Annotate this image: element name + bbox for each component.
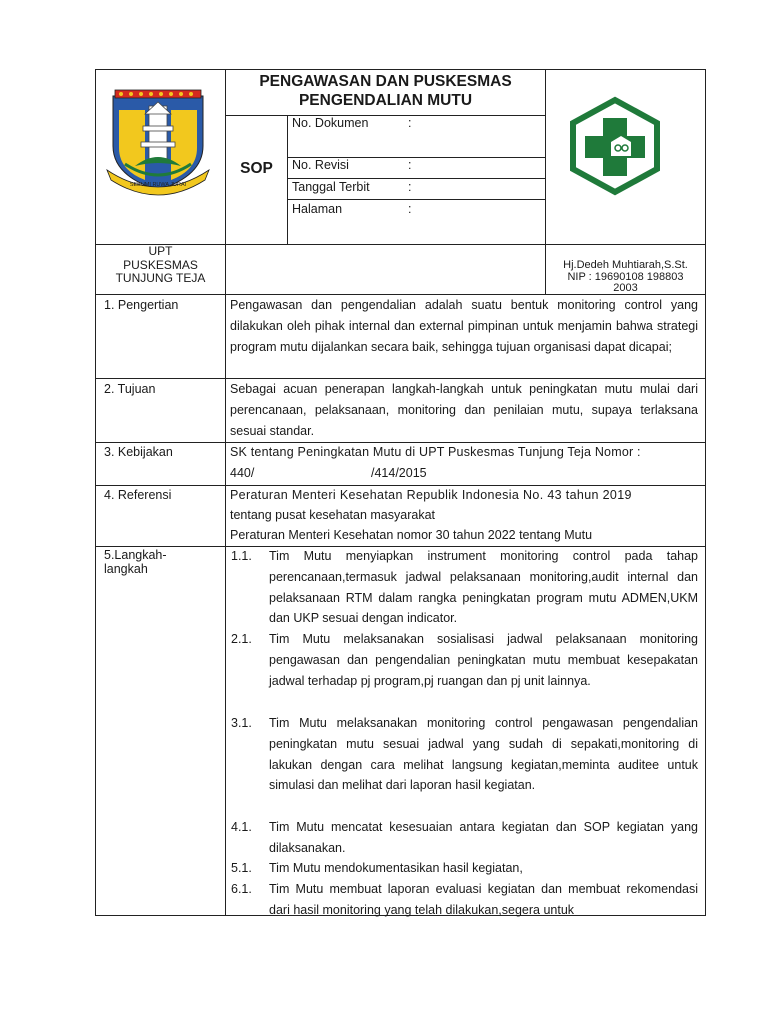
field-colon: : [408,158,412,172]
document-title [226,72,545,110]
list-item [231,817,698,859]
step-number: 3.1. [231,716,252,730]
table-border-top [95,69,706,70]
list-item [231,858,698,879]
unit-line-1: UPT [148,244,173,258]
logo-ribbon-text: SEBUMI RUWA JURAI [129,182,187,188]
column-divider [225,69,226,916]
step-text: Tim Mutu mencatat kesesuaian antara kegiatan dan SOP kegiatan yang dilaksanakan. [269,820,698,855]
head-signature-block [546,260,705,295]
field-colon: : [408,116,412,130]
table-border-left [95,69,96,916]
list-item [231,546,698,629]
section-text-tujuan: Sebagai acuan penerapan langkah-langkah untuk peningkatan mutu mulai dari perencanaan, pelaksanaan, monitoring dan penilaian mutu, supaya terlaksana sesuai standar. [230,382,698,438]
step-text: Tim Mutu melaksanakan sosialisasi jadwal pelaksanaan monitoring pengawasan dan pengendalian peningkatan mutu membuat kesepakatan jadwal terhadap pj program,pj ruangan dan pj unit lainnya. [269,632,698,688]
step-number: 5.1. [231,861,252,875]
field-label-tanggal-terbit: Tanggal Terbit [292,180,370,194]
field-label-no-dokumen: No. Dokumen [292,116,369,130]
step-text: Tim Mutu mendokumentasikan hasil kegiatan, [269,861,523,875]
step-number: 4.1. [231,820,252,834]
referensi-line-2: tentang pusat kesehatan masyarakat [230,508,435,522]
langkah-label-line-2: langkah [104,562,148,576]
referensi-line-1: Peraturan Menteri Kesehatan Republik Indonesia No. 43 tahun 2019 [230,488,632,502]
sop-label: SOP [240,160,273,177]
list-item [231,713,698,817]
field-colon: : [408,180,412,194]
head-name: Hj.Dedeh Muhtiarah,S.St. [563,259,688,271]
list-item [231,629,698,713]
head-nip-line-1: NIP : 19690108 198803 [567,270,684,283]
head-nip-line-2: 2003 [613,282,638,294]
puskesmas-logo [565,96,665,196]
field-colon: : [408,202,412,216]
title-divider [225,115,545,116]
kebijakan-number-part-b: /414/2015 [371,466,427,480]
step-text: Tim Mutu menyiapkan instrument monitoring control pada tahap perencanaan,termasuk jadwal pelaksanaan monitoring,audit internal dan pelaksanaan RTM dalam rangka peningkatan program mutu ADMEN,UKM dan UKP sesuai dengan indicator. [269,549,698,626]
step-number: 6.1. [231,882,252,896]
regency-logo [105,86,211,198]
field-label-halaman: Halaman [292,202,343,216]
step-text: Tim Mutu membuat laporan evaluasi kegiatan dan membuat rekomendasi dari hasil monitoring yang telah dilakukan,segera untuk [269,882,698,917]
section-label-pengertian: 1. Pengertian [104,298,179,312]
kebijakan-number-part-a: 440/ [230,466,255,480]
unit-name [96,245,225,286]
step-text: Tim Mutu melaksanakan monitoring control pengawasan pengendalian peningkatan mutu sesuai jadwal yang sudah di sepakati,monitoring di lakukan dengan cara melihat langsung kegiatan,meminta auditee untuk simulasi dan melihat dari laporan hasil kegiatan. [269,716,698,793]
unit-line-3: TUNJUNG TEJA [115,271,206,285]
section-label-kebijakan: 3. Kebijakan [104,445,173,459]
section-text-pengertian: Pengawasan dan pengendalian adalah suatu bentuk monitoring control yang dilakukan oleh pihak internal dan external pimpinan untuk menjamin bahwa strategi program mutu dijalankan secara baik, sehingga tujuan organisasi dapat dicapai; [230,298,698,354]
field-label-no-revisi: No. Revisi [292,158,349,172]
section-label-tujuan: 2. Tujuan [104,382,156,396]
section-label-referensi: 4. Referensi [104,488,172,502]
title-line-1: PENGAWASAN DAN PUSKESMAS [259,73,512,90]
list-item [231,879,698,915]
section-text-kebijakan: SK tentang Peningkatan Mutu di UPT Puskesmas Tunjung Teja Nomor : [230,445,641,459]
section-label-langkah [104,548,167,576]
sop-divider [287,115,288,245]
referensi-line-3: Peraturan Menteri Kesehatan nomor 30 tahun 2022 tentang Mutu [230,528,593,542]
langkah-label-line-1: 5.Langkah- [104,548,167,562]
title-line-2: PENGENDALIAN MUTU [298,92,473,109]
step-number: 2.1. [231,632,252,646]
step-number: 1.1. [231,549,252,563]
table-border-right [705,69,706,916]
unit-line-2: PUSKESMAS [123,257,198,272]
